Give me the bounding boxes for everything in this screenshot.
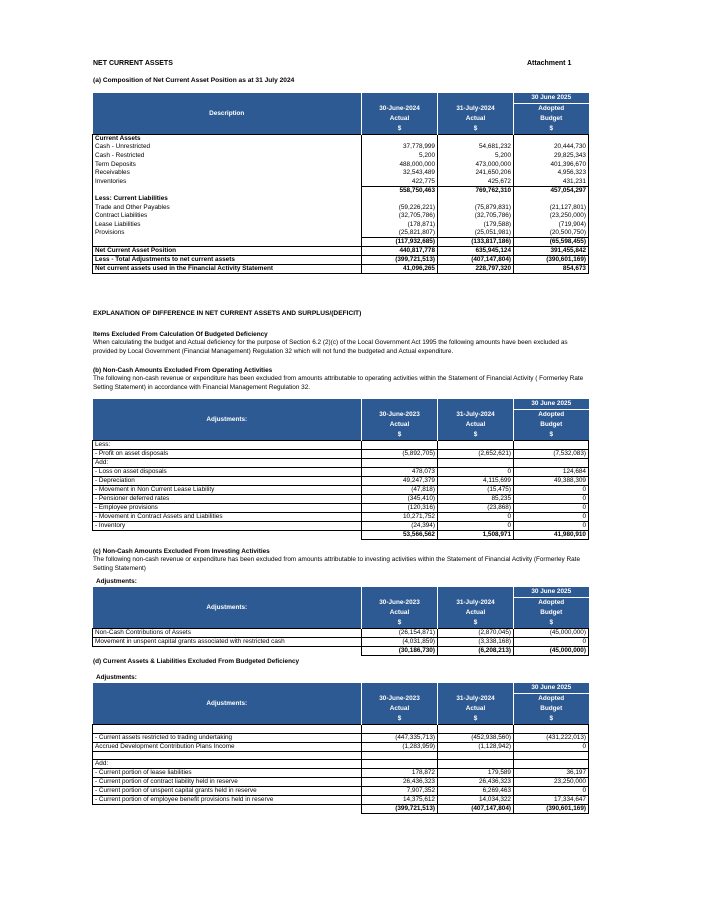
row-label: Lease Liabilities bbox=[93, 221, 362, 230]
column-header-col2: 30-June-2023 bbox=[362, 409, 438, 419]
row-value: 0 bbox=[514, 742, 589, 751]
column-header-col2: $ bbox=[362, 618, 438, 628]
row-value: 4,115,699 bbox=[438, 477, 514, 486]
row-value bbox=[438, 195, 514, 204]
row-value: (26,154,871) bbox=[362, 629, 438, 638]
table-row bbox=[93, 195, 589, 204]
row-value bbox=[362, 195, 438, 204]
column-header-top-label: 30 June 2025 bbox=[514, 587, 589, 597]
table-row bbox=[93, 796, 589, 805]
row-value: (719,904) bbox=[514, 221, 589, 230]
column-header-col2: Actual bbox=[362, 704, 438, 714]
row-value: (75,879,831) bbox=[438, 203, 514, 212]
column-header-col3: Actual bbox=[438, 420, 514, 430]
row-label: Less: Current Liabilities bbox=[93, 195, 362, 204]
row-value: 241,650,206 bbox=[438, 169, 514, 178]
row-value: (345,410) bbox=[362, 495, 438, 504]
column-header-col2: Actual bbox=[362, 608, 438, 618]
row-label: Non-Cash Contributions of Assets bbox=[93, 629, 362, 638]
row-value: (47,818) bbox=[362, 486, 438, 495]
table-row bbox=[93, 477, 589, 486]
table-row bbox=[93, 769, 589, 778]
row-value: (407,147,804) bbox=[438, 256, 514, 265]
table-row bbox=[93, 135, 589, 144]
table-row bbox=[93, 504, 589, 513]
row-value: 473,000,000 bbox=[438, 160, 514, 169]
section-b-title: (b) Non-Cash Amounts Excluded From Operating Activities bbox=[93, 367, 273, 374]
column-header-col3: $ bbox=[438, 714, 514, 724]
row-value bbox=[362, 135, 438, 144]
row-value: 0 bbox=[514, 513, 589, 522]
row-value: 41,096,265 bbox=[362, 265, 438, 274]
row-label: - Inventory bbox=[93, 522, 362, 531]
row-value: 36,197 bbox=[514, 769, 589, 778]
table-header-row bbox=[93, 399, 589, 409]
column-header-col2: $ bbox=[362, 124, 438, 134]
row-value: 54,681,232 bbox=[438, 143, 514, 152]
column-header-col3: 31-July-2024 bbox=[438, 693, 514, 703]
table-row bbox=[93, 725, 589, 734]
row-label: - Movement in Non Current Lease Liability bbox=[93, 486, 362, 495]
row-value bbox=[514, 751, 589, 760]
row-label: Provisions bbox=[93, 229, 362, 238]
table-row bbox=[93, 760, 589, 769]
row-value bbox=[514, 135, 589, 144]
row-value: (179,588) bbox=[438, 221, 514, 230]
column-header-col3: $ bbox=[438, 430, 514, 440]
row-label: - Loss on asset disposals bbox=[93, 468, 362, 477]
row-value: 0 bbox=[514, 522, 589, 531]
column-header-col4: $ bbox=[514, 124, 589, 134]
row-label: Less: bbox=[93, 441, 362, 450]
table-row bbox=[93, 221, 589, 230]
row-value: (117,932,685) bbox=[362, 238, 438, 247]
row-label: Cash - Unrestricted bbox=[93, 143, 362, 152]
section-c-text: The following non-cash revenue or expenditure has been excluded from amounts attributable to investing activities within the Statement of Financial Activity (Formerley Rate Setting Statement) bbox=[93, 556, 581, 572]
row-value: (1,283,959) bbox=[362, 742, 438, 751]
section-a-title: (a) Composition of Net Current Asset Position as at 31 July 2024 bbox=[93, 77, 295, 84]
row-value bbox=[438, 459, 514, 468]
row-value: 32,543,489 bbox=[362, 169, 438, 178]
table-row bbox=[93, 787, 589, 796]
row-value: (24,394) bbox=[362, 522, 438, 531]
row-label bbox=[93, 751, 362, 760]
table-row bbox=[93, 751, 589, 760]
table-row bbox=[93, 450, 589, 459]
row-label bbox=[93, 186, 362, 195]
table-row bbox=[93, 160, 589, 169]
row-label bbox=[93, 725, 362, 734]
column-header-col3: $ bbox=[438, 124, 514, 134]
net-current-assets-table bbox=[92, 93, 589, 274]
row-value: 17,334,647 bbox=[514, 796, 589, 805]
row-value: (45,000,000) bbox=[514, 629, 589, 638]
row-value: 41,980,910 bbox=[514, 531, 589, 540]
row-value: (59,226,221) bbox=[362, 203, 438, 212]
row-value: (23,868) bbox=[438, 504, 514, 513]
table-row bbox=[93, 459, 589, 468]
table-row bbox=[93, 742, 589, 751]
row-value: 457,054,297 bbox=[514, 186, 589, 195]
section-d-title: (d) Current Assets & Liabilities Excluded From Budgeted Deficiency bbox=[93, 658, 300, 665]
row-value bbox=[514, 725, 589, 734]
total-row bbox=[93, 805, 589, 814]
table-header-row bbox=[93, 683, 589, 693]
header-spacer bbox=[362, 683, 438, 693]
row-value bbox=[362, 751, 438, 760]
row-value bbox=[362, 725, 438, 734]
row-value: 49,388,309 bbox=[514, 477, 589, 486]
row-label: Current Assets bbox=[93, 135, 362, 144]
row-value: 1,508,971 bbox=[438, 531, 514, 540]
row-value: 6,269,463 bbox=[438, 787, 514, 796]
page-heading: NET CURRENT ASSETS bbox=[93, 60, 173, 67]
row-value: (21,127,801) bbox=[514, 203, 589, 212]
row-value: 5,200 bbox=[438, 152, 514, 161]
row-value: 422,775 bbox=[362, 178, 438, 187]
table-row bbox=[93, 143, 589, 152]
row-value: 0 bbox=[514, 495, 589, 504]
row-value: (133,817,186) bbox=[438, 238, 514, 247]
table-row bbox=[93, 203, 589, 212]
table-row bbox=[93, 468, 589, 477]
row-value: (32,705,786) bbox=[438, 212, 514, 221]
row-value: (25,051,981) bbox=[438, 229, 514, 238]
row-value: 391,455,842 bbox=[514, 247, 589, 256]
operating-adjustments-table bbox=[92, 399, 589, 540]
column-header-col2: Actual bbox=[362, 420, 438, 430]
column-header-col3: Actual bbox=[438, 608, 514, 618]
table-header-row bbox=[93, 93, 589, 103]
row-value: (452,938,560) bbox=[438, 733, 514, 742]
row-value: 178,872 bbox=[362, 769, 438, 778]
header-spacer bbox=[438, 683, 514, 693]
table-row bbox=[93, 495, 589, 504]
row-value bbox=[362, 441, 438, 450]
column-header-col2: 30-June-2023 bbox=[362, 597, 438, 607]
row-value: (65,598,455) bbox=[514, 238, 589, 247]
row-value: (25,821,807) bbox=[362, 229, 438, 238]
subtotal-row bbox=[93, 186, 589, 195]
total-row bbox=[93, 647, 589, 656]
column-header-col4: Adopted bbox=[514, 597, 589, 607]
row-value: 10,271,752 bbox=[362, 513, 438, 522]
column-header-top-label: 30 June 2025 bbox=[514, 683, 589, 693]
row-label: - Depreciation bbox=[93, 477, 362, 486]
row-value: 0 bbox=[514, 787, 589, 796]
row-value: (399,721,513) bbox=[362, 256, 438, 265]
row-label: - Current portion of unspent capital grants held in reserve bbox=[93, 787, 362, 796]
row-value: (2,870,045) bbox=[438, 629, 514, 638]
row-label bbox=[93, 647, 362, 656]
row-value: 26,436,323 bbox=[362, 778, 438, 787]
row-value: 179,589 bbox=[438, 769, 514, 778]
column-header-col4: Budget bbox=[514, 420, 589, 430]
subtotal-row bbox=[93, 238, 589, 247]
row-value bbox=[438, 751, 514, 760]
summary-row bbox=[93, 265, 589, 274]
row-value: 37,778,999 bbox=[362, 143, 438, 152]
row-value: (23,250,000) bbox=[514, 212, 589, 221]
row-value bbox=[514, 195, 589, 204]
header-spacer bbox=[438, 587, 514, 597]
column-header-col3: 31-July-2024 bbox=[438, 103, 514, 113]
items-excluded-title: Items Excluded From Calculation Of Budgeted Deficiency bbox=[93, 331, 268, 338]
row-value: 23,250,000 bbox=[514, 778, 589, 787]
row-label: - Profit on asset disposals bbox=[93, 450, 362, 459]
summary-row bbox=[93, 256, 589, 265]
row-value: 0 bbox=[438, 468, 514, 477]
row-value: 29,825,343 bbox=[514, 152, 589, 161]
row-value bbox=[362, 459, 438, 468]
row-value: 0 bbox=[514, 504, 589, 513]
table-row bbox=[93, 441, 589, 450]
table-row bbox=[93, 212, 589, 221]
summary-row bbox=[93, 247, 589, 256]
section-d-adjustments-label: Adjustments: bbox=[96, 674, 137, 681]
row-label: Add: bbox=[93, 459, 362, 468]
row-value: 20,444,730 bbox=[514, 143, 589, 152]
table-row bbox=[93, 513, 589, 522]
row-value bbox=[514, 441, 589, 450]
excluded-assets-liabilities-table bbox=[92, 683, 589, 814]
column-header-col2: Actual bbox=[362, 114, 438, 124]
row-value: 431,231 bbox=[514, 178, 589, 187]
row-value: 635,945,124 bbox=[438, 247, 514, 256]
header-spacer bbox=[362, 399, 438, 409]
table-row bbox=[93, 629, 589, 638]
row-label: Term Deposits bbox=[93, 160, 362, 169]
row-value: 0 bbox=[438, 513, 514, 522]
row-value: 26,436,323 bbox=[438, 778, 514, 787]
row-value bbox=[438, 135, 514, 144]
column-header-col2: $ bbox=[362, 430, 438, 440]
row-value: (407,147,804) bbox=[438, 805, 514, 814]
row-value: 14,034,322 bbox=[438, 796, 514, 805]
column-header-col2: $ bbox=[362, 714, 438, 724]
row-value: 14,375,612 bbox=[362, 796, 438, 805]
row-value: (431,222,013) bbox=[514, 733, 589, 742]
row-value: (5,892,705) bbox=[362, 450, 438, 459]
row-value bbox=[362, 760, 438, 769]
row-value: 401,396,670 bbox=[514, 160, 589, 169]
row-value: (3,338,168) bbox=[438, 638, 514, 647]
column-header-col4: $ bbox=[514, 430, 589, 440]
row-value: 85,235 bbox=[438, 495, 514, 504]
column-header-col4: $ bbox=[514, 714, 589, 724]
row-label: Receivables bbox=[93, 169, 362, 178]
row-value bbox=[514, 459, 589, 468]
row-value: 769,762,310 bbox=[438, 186, 514, 195]
row-value: 425,672 bbox=[438, 178, 514, 187]
total-row bbox=[93, 531, 589, 540]
row-label: - Current assets restricted to trading undertaking bbox=[93, 733, 362, 742]
row-value: 4,956,323 bbox=[514, 169, 589, 178]
column-header-description: Adjustments: bbox=[93, 587, 362, 629]
row-value: 124,684 bbox=[514, 468, 589, 477]
row-value: (2,652,621) bbox=[438, 450, 514, 459]
row-value: 0 bbox=[514, 638, 589, 647]
row-value bbox=[438, 760, 514, 769]
row-label: - Current portion of employee benefit provisions held in reserve bbox=[93, 796, 362, 805]
row-value: (30,186,730) bbox=[362, 647, 438, 656]
row-value: 488,000,000 bbox=[362, 160, 438, 169]
row-value: (1,128,942) bbox=[438, 742, 514, 751]
column-header-description: Description bbox=[93, 93, 362, 135]
row-value: (4,031,859) bbox=[362, 638, 438, 647]
row-value: (447,335,713) bbox=[362, 733, 438, 742]
attachment-label: Attachment 1 bbox=[527, 60, 572, 67]
header-spacer bbox=[438, 399, 514, 409]
items-excluded-text: When calculating the budget and Actual deficiency for the purpose of Section 6.2 (2)(c) of the Local Government Act 1995 the following amounts have been excluded as provided by Local Government (Financial Management) Regulation 32 which will not fund the budgeted and Actual expenditure. bbox=[93, 339, 568, 355]
row-label: Net current assets used in the Financial Activity Statement bbox=[93, 265, 362, 274]
row-label bbox=[93, 531, 362, 540]
table-header-row bbox=[93, 587, 589, 597]
row-label: - Current portion of lease liabilities bbox=[93, 769, 362, 778]
column-header-col3: Actual bbox=[438, 704, 514, 714]
row-value: 49,247,379 bbox=[362, 477, 438, 486]
row-value bbox=[438, 725, 514, 734]
table-row bbox=[93, 778, 589, 787]
row-value bbox=[514, 760, 589, 769]
section-c-adjustments-label: Adjustments: bbox=[96, 578, 137, 585]
header-spacer bbox=[438, 93, 514, 103]
row-value: (120,316) bbox=[362, 504, 438, 513]
row-value: 0 bbox=[438, 522, 514, 531]
row-label: - Movement in Contract Assets and Liabilities bbox=[93, 513, 362, 522]
row-label: Inventories bbox=[93, 178, 362, 187]
row-value: (390,601,169) bbox=[514, 805, 589, 814]
column-header-description: Adjustments: bbox=[93, 399, 362, 441]
table-row bbox=[93, 169, 589, 178]
row-label: - Current portion of contract liability held in reserve bbox=[93, 778, 362, 787]
column-header-col2: 30-June-2023 bbox=[362, 693, 438, 703]
table-row bbox=[93, 486, 589, 495]
table-row bbox=[93, 638, 589, 647]
row-value: 228,797,320 bbox=[438, 265, 514, 274]
table-row bbox=[93, 178, 589, 187]
section-b-text: The following non-cash revenue or expenditure has been excluded from amounts attributable to operating activities within the Statement of Financial Activity ( Formerley Rate Setting Statement) in accordance with Financial Management Regulation 32. bbox=[93, 375, 584, 391]
row-value: (390,601,169) bbox=[514, 256, 589, 265]
column-header-col3: 31-July-2024 bbox=[438, 409, 514, 419]
row-value: (399,721,513) bbox=[362, 805, 438, 814]
column-header-col4: Adopted bbox=[514, 693, 589, 703]
row-value: 5,200 bbox=[362, 152, 438, 161]
row-value: 53,566,562 bbox=[362, 531, 438, 540]
column-header-col4: Budget bbox=[514, 114, 589, 124]
column-header-col4: Adopted bbox=[514, 409, 589, 419]
row-label: - Employee provisions bbox=[93, 504, 362, 513]
row-label bbox=[93, 805, 362, 814]
column-header-col4: Adopted bbox=[514, 103, 589, 113]
row-label: Accrued Development Contribution Plans Income bbox=[93, 742, 362, 751]
column-header-description: Adjustments: bbox=[93, 683, 362, 725]
row-label: Contract Liabilities bbox=[93, 212, 362, 221]
table-row bbox=[93, 152, 589, 161]
column-header-col4: Budget bbox=[514, 704, 589, 714]
row-value: (45,000,000) bbox=[514, 647, 589, 656]
row-label bbox=[93, 238, 362, 247]
row-value: 440,817,778 bbox=[362, 247, 438, 256]
column-header-col3: $ bbox=[438, 618, 514, 628]
row-label: Trade and Other Payables bbox=[93, 203, 362, 212]
header-spacer bbox=[362, 587, 438, 597]
row-label: Cash - Restricted bbox=[93, 152, 362, 161]
column-header-col3: 31-July-2024 bbox=[438, 597, 514, 607]
column-header-top-label: 30 June 2025 bbox=[514, 93, 589, 103]
row-value: (6,208,213) bbox=[438, 647, 514, 656]
row-label: Net Current Asset Position bbox=[93, 247, 362, 256]
row-value: 558,750,463 bbox=[362, 186, 438, 195]
row-label: Add: bbox=[93, 760, 362, 769]
table-row bbox=[93, 522, 589, 531]
row-value: (15,475) bbox=[438, 486, 514, 495]
row-value: (32,705,786) bbox=[362, 212, 438, 221]
row-value: 7,907,352 bbox=[362, 787, 438, 796]
row-value bbox=[438, 441, 514, 450]
column-header-col4: $ bbox=[514, 618, 589, 628]
section-c-title: (c) Non-Cash Amounts Excluded From Investing Activities bbox=[93, 548, 270, 555]
column-header-top-label: 30 June 2025 bbox=[514, 399, 589, 409]
row-value: 0 bbox=[514, 486, 589, 495]
row-value: (7,532,083) bbox=[514, 450, 589, 459]
table-row bbox=[93, 733, 589, 742]
row-label: Less - Total Adjustments to net current assets bbox=[93, 256, 362, 265]
investing-adjustments-table bbox=[92, 587, 589, 656]
column-header-col3: Actual bbox=[438, 114, 514, 124]
row-value: (178,871) bbox=[362, 221, 438, 230]
header-spacer bbox=[362, 93, 438, 103]
row-label: - Pensioner deferred rates bbox=[93, 495, 362, 504]
column-header-col2: 30-June-2024 bbox=[362, 103, 438, 113]
row-value: (20,500,750) bbox=[514, 229, 589, 238]
explanation-title: EXPLANATION OF DIFFERENCE IN NET CURRENT ASSETS AND SURPLUS/(DEFICIT) bbox=[93, 310, 362, 317]
table-row bbox=[93, 229, 589, 238]
column-header-col4: Budget bbox=[514, 608, 589, 618]
row-value: 854,673 bbox=[514, 265, 589, 274]
row-label: Movement in unspent capital grants associated with restricted cash bbox=[93, 638, 362, 647]
row-value: 478,073 bbox=[362, 468, 438, 477]
